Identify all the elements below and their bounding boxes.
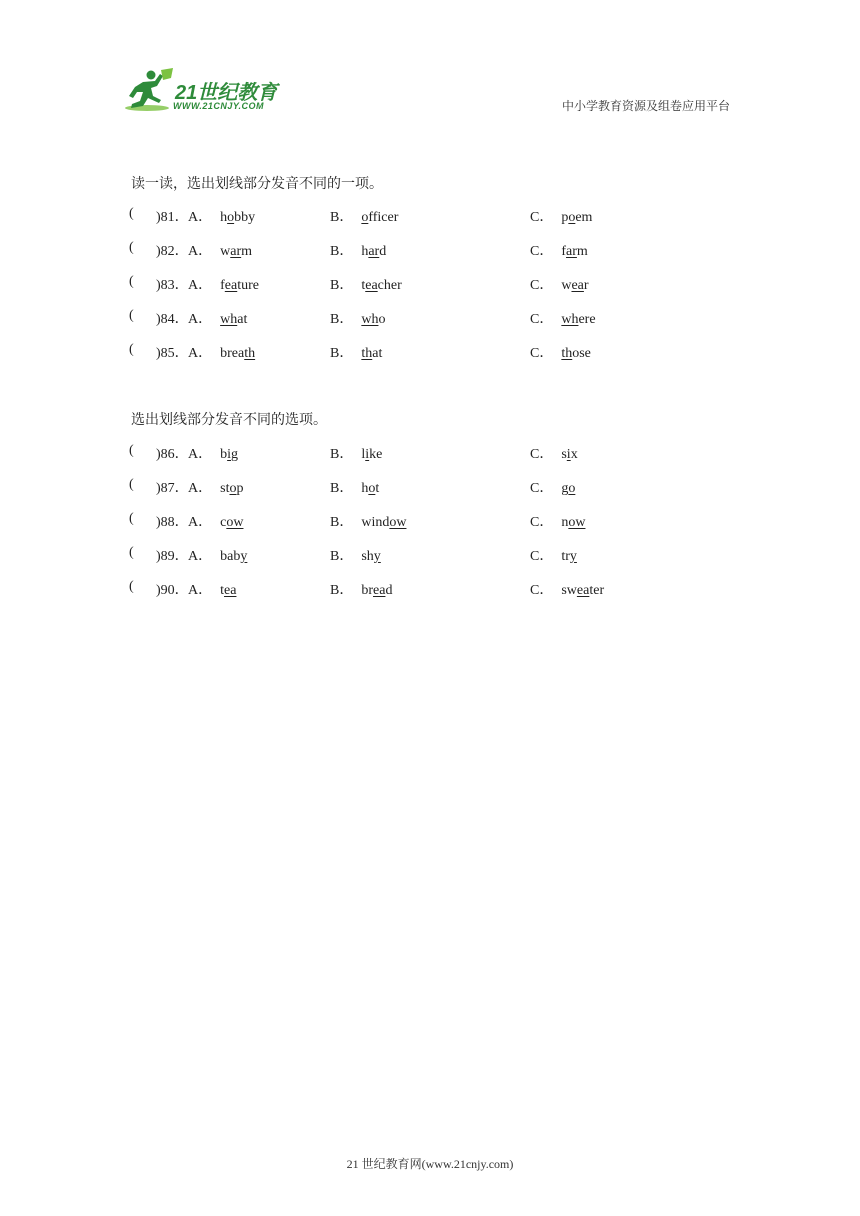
option-c[interactable]: C． try <box>530 549 577 564</box>
option-b[interactable]: B． officer <box>330 210 399 225</box>
header-slogan: 中小学教育资源及组卷应用平台 <box>561 99 730 113</box>
page-footer: 21 世纪教育网(www.21cnjy.com) <box>346 1157 514 1171</box>
option-c[interactable]: C． farm <box>530 244 588 259</box>
option-a[interactable]: A． baby <box>188 549 248 564</box>
question-number: )86． <box>156 447 189 462</box>
question-number: )85． <box>156 346 189 361</box>
question-number: )81． <box>156 210 189 225</box>
answer-blank[interactable]: ( <box>129 545 134 560</box>
question-number: )88． <box>156 515 189 530</box>
answer-blank[interactable]: ( <box>129 579 134 594</box>
option-b[interactable]: B． who <box>330 312 386 327</box>
answer-blank[interactable]: ( <box>129 274 134 289</box>
option-a[interactable]: A． big <box>188 447 239 462</box>
option-b[interactable]: B． that <box>330 346 383 361</box>
answer-blank[interactable]: ( <box>129 240 134 255</box>
question-row <box>129 274 749 294</box>
question-row <box>129 342 749 362</box>
option-b[interactable]: B． hot <box>330 481 380 496</box>
option-a[interactable]: A． breath <box>188 346 256 361</box>
logo-text: 21世纪教育 <box>175 82 278 104</box>
option-b[interactable]: B． window <box>330 515 407 530</box>
answer-blank[interactable]: ( <box>129 443 134 458</box>
option-a[interactable]: A． cow <box>188 515 244 530</box>
option-a[interactable]: A． stop <box>188 481 244 496</box>
option-c[interactable]: C． poem <box>530 210 593 225</box>
option-b[interactable]: B． like <box>330 447 383 462</box>
page-header <box>0 0 860 130</box>
option-c[interactable]: C． go <box>530 481 576 496</box>
runner-icon <box>123 68 175 116</box>
answer-blank[interactable]: ( <box>129 206 134 221</box>
question-row <box>129 206 749 226</box>
option-c[interactable]: C． now <box>530 515 586 530</box>
logo-url: WWW.21CNJY.COM <box>173 101 265 111</box>
logo <box>123 68 293 118</box>
option-a[interactable]: A． feature <box>188 278 259 293</box>
question-row <box>129 308 749 328</box>
option-b[interactable]: B． bread <box>330 583 393 598</box>
question-row <box>129 443 749 463</box>
section-title: 读一读，选出划线部分发音不同的一项。 <box>131 177 383 192</box>
option-c[interactable]: C． where <box>530 312 596 327</box>
section-title: 选出划线部分发音不同的选项。 <box>131 413 327 428</box>
option-c[interactable]: C． six <box>530 447 578 462</box>
option-a[interactable]: A． what <box>188 312 248 327</box>
option-a[interactable]: A． hobby <box>188 210 256 225</box>
option-b[interactable]: B． teacher <box>330 278 402 293</box>
option-b[interactable]: B． hard <box>330 244 387 259</box>
question-number: )89． <box>156 549 189 564</box>
answer-blank[interactable]: ( <box>129 477 134 492</box>
question-row <box>129 511 749 531</box>
question-number: )87． <box>156 481 189 496</box>
question-row <box>129 477 749 497</box>
question-number: )90． <box>156 583 189 598</box>
option-a[interactable]: A． warm <box>188 244 253 259</box>
question-number: )82． <box>156 244 189 259</box>
question-row <box>129 545 749 565</box>
option-c[interactable]: C． those <box>530 346 591 361</box>
answer-blank[interactable]: ( <box>129 342 134 357</box>
question-row <box>129 579 749 599</box>
option-c[interactable]: C． wear <box>530 278 589 293</box>
question-row <box>129 240 749 260</box>
option-c[interactable]: C． sweater <box>530 583 605 598</box>
question-number: )84． <box>156 312 189 327</box>
option-b[interactable]: B． shy <box>330 549 381 564</box>
question-number: )83． <box>156 278 189 293</box>
answer-blank[interactable]: ( <box>129 308 134 323</box>
answer-blank[interactable]: ( <box>129 511 134 526</box>
option-a[interactable]: A． tea <box>188 583 237 598</box>
